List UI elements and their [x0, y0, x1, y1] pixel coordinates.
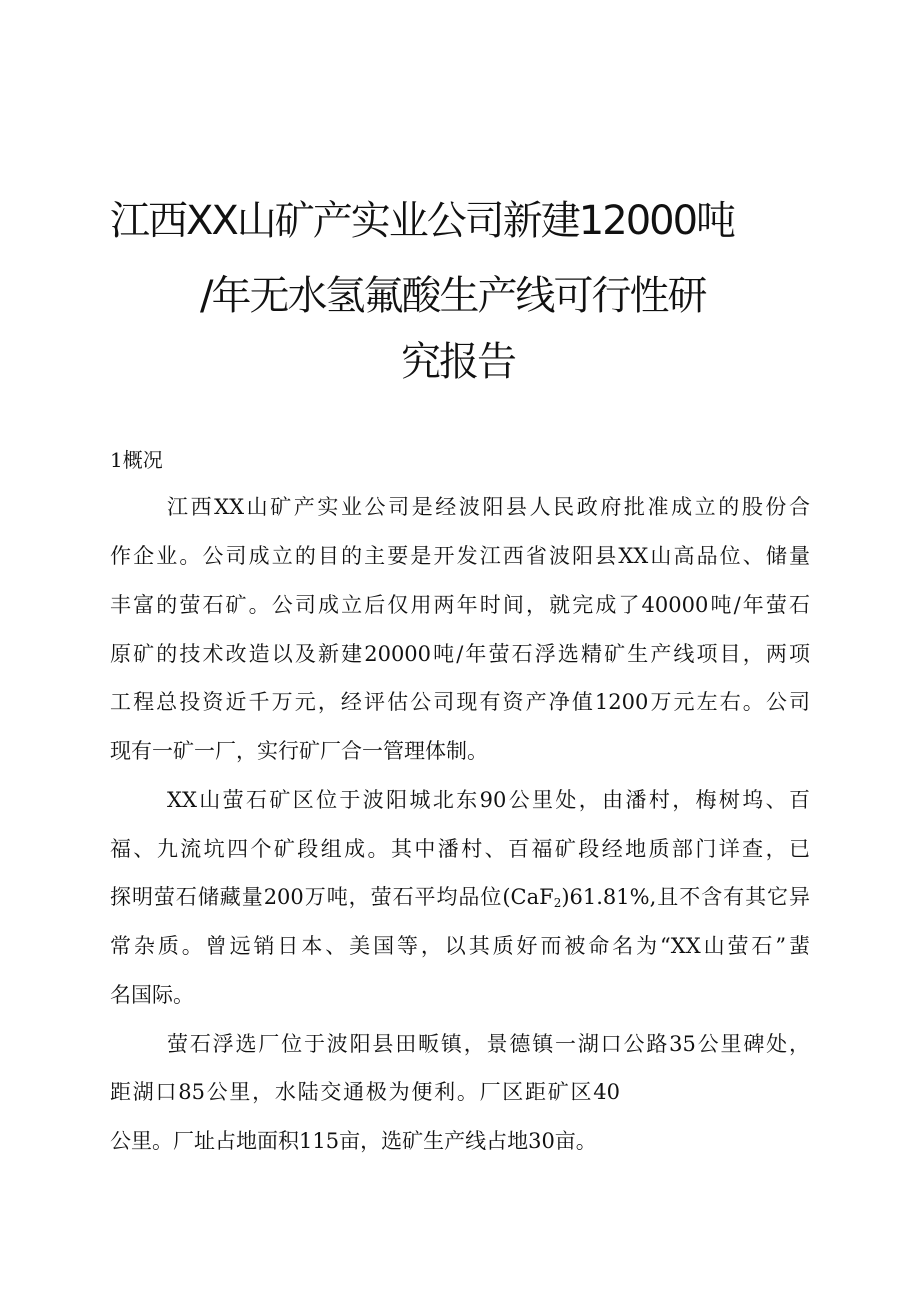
paragraph-3-line-2: 距湖口85公里，水陆交通极为便利。厂区距矿区40 [110, 1080, 620, 1104]
section-heading: 1概况 [110, 448, 163, 472]
formula-line-after: )61.81%,且不含有其它异 [561, 885, 810, 909]
formula-line-before: 探明萤石储藏量200万吨，萤石平均品位(CaF [110, 885, 554, 909]
paragraph-2-line-3 [110, 887, 810, 909]
paragraph-3-line-3: 公里。厂址占地面积115亩，选矿生产线占地30亩。 [110, 1129, 597, 1153]
paragraph-3-line-1: 萤石浮选厂位于波阳县田畈镇，景德镇一湖口公路35公里碑处， [167, 1032, 810, 1056]
paragraph-1-line-6: 现有一矿一厂，实行矿厂合一管理体制。 [110, 739, 488, 763]
paragraph-1-line-4: 原矿的技术改造以及新建20000吨/年萤石浮选精矿生产线项目，两项 [110, 642, 810, 666]
report-title-line-3: 究报告 [401, 339, 515, 385]
paragraph-2-line-4: 常杂质。曾远销日本、美国等，以其质好而被命名为“XX山萤石”蜚 [110, 934, 810, 958]
paragraph-1-line-5: 工程总投资近千万元，经评估公司现有资产净值1200万元左右。公司 [110, 690, 810, 714]
paragraph-2-line-2: 福、九流坑四个矿段组成。其中潘村、百福矿段经地质部门详查，已 [110, 837, 810, 861]
paragraph-2-line-1: XX山萤石矿区位于波阳城北东90公里处，由潘村，梅树坞、百 [167, 788, 810, 812]
formula-subscript: 2 [553, 896, 562, 910]
report-title-line-1: 江西XX山矿产实业公司新建12000吨 [110, 198, 735, 244]
paragraph-1-line-3: 丰富的萤石矿。公司成立后仅用两年时间，就完成了40000吨/年萤石 [110, 593, 810, 617]
paragraph-1-line-1: 江西XX山矿产实业公司是经波阳县人民政府批准成立的股份合 [167, 495, 810, 519]
report-title-line-2: /年无水氢氟酸生产线可行性研 [200, 273, 706, 319]
paragraph-2-line-5: 名国际。 [110, 983, 194, 1007]
paragraph-1-line-2: 作企业。公司成立的目的主要是开发江西省波阳县XX山高品位、储量 [110, 544, 810, 568]
